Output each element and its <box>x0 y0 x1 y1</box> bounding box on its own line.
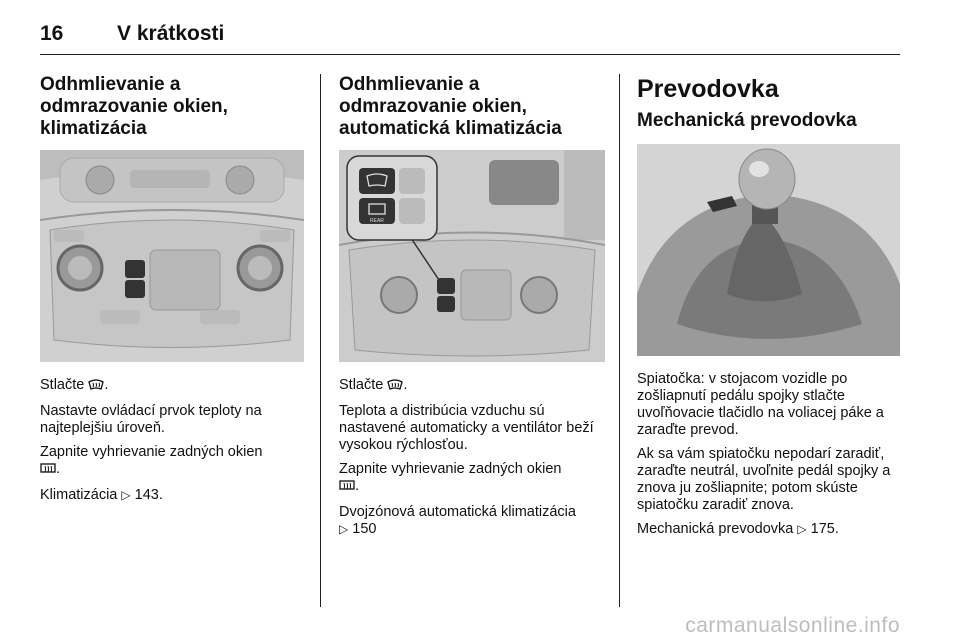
cross-reference: Klimatizácia ▷ 143. <box>40 487 163 503</box>
cross-reference: Dvojzónová automatická klimatizácia ▷ 150 <box>339 504 576 537</box>
running-title: V krátkosti <box>117 22 225 45</box>
reference-arrow-icon: ▷ <box>121 488 131 502</box>
instruction-reverse-retry: Ak sa vám spiatočku nepodarí zaradiť, zaraďte neutrál, uvoľnite pedál spojky a znova ju zošliapnite; potom skúste spiatočku zaradiť znova. <box>637 446 891 513</box>
instruction-temperature: Nastavte ovládací prvok teploty na najteplejšiu úroveň. <box>40 403 262 436</box>
gear-lever-photo <box>637 144 900 356</box>
page-reference[interactable]: 143. <box>134 487 163 503</box>
chapter-heading: Prevodovka <box>637 75 779 103</box>
instruction-press: Stlačte . <box>339 377 605 396</box>
column-divider <box>320 74 321 607</box>
rear-window-heating-icon <box>339 480 355 497</box>
instruction-text: Stlačte <box>40 377 85 393</box>
instruction-rear-window: Zapnite vyhrievanie zadných okien . <box>339 461 605 497</box>
windscreen-defrost-icon <box>387 379 403 396</box>
page-reference[interactable]: 175. <box>810 521 839 537</box>
rear-window-heating-icon <box>40 463 56 480</box>
page-header <box>40 14 900 55</box>
column-transmission <box>637 74 900 545</box>
section-heading: Odhmlievanie a odmrazovanie okien, klimatizácia <box>40 74 228 139</box>
column-climate-control <box>40 74 304 511</box>
page-number: 16 <box>40 22 64 45</box>
column-auto-climate <box>339 74 605 545</box>
section-heading: Odhmlievanie a odmrazovanie okien, automatická klimatizácia <box>339 74 562 139</box>
instruction-auto-settings: Teplota a distribúcia vzduchu sú nastavené automaticky a ventilátor beží vysokou rýchlosťou. <box>339 403 594 453</box>
reference-arrow-icon: ▷ <box>339 522 349 536</box>
instruction-text: Zapnite vyhrievanie zadných okien <box>339 461 562 477</box>
instruction-text: Zapnite vyhrievanie zadných okien <box>40 444 263 460</box>
column-divider <box>619 74 620 607</box>
auto-climate-control-photo <box>339 150 605 362</box>
instruction-text: Stlačte <box>339 377 384 393</box>
instruction-reverse: Spiatočka: v stojacom vozidle po zošliapnutí pedálu spojky stlačte uvoľňovacie tlačidlo na voliacej páke a zaraďte prevod. <box>637 371 884 438</box>
cross-reference: Mechanická prevodovka ▷ 175. <box>637 521 839 537</box>
page-reference[interactable]: 150 <box>352 521 377 537</box>
rear-button-label: REAR <box>370 218 384 224</box>
windscreen-defrost-icon <box>88 379 104 396</box>
watermark: carmanualsonline.info <box>685 614 900 637</box>
instruction-rear-window: Zapnite vyhrievanie zadných okien . <box>40 444 304 480</box>
reference-arrow-icon: ▷ <box>797 522 807 536</box>
subsection-heading: Mechanická prevodovka <box>637 110 857 131</box>
climate-control-photo <box>40 150 304 362</box>
instruction-press: Stlačte . <box>40 377 304 396</box>
